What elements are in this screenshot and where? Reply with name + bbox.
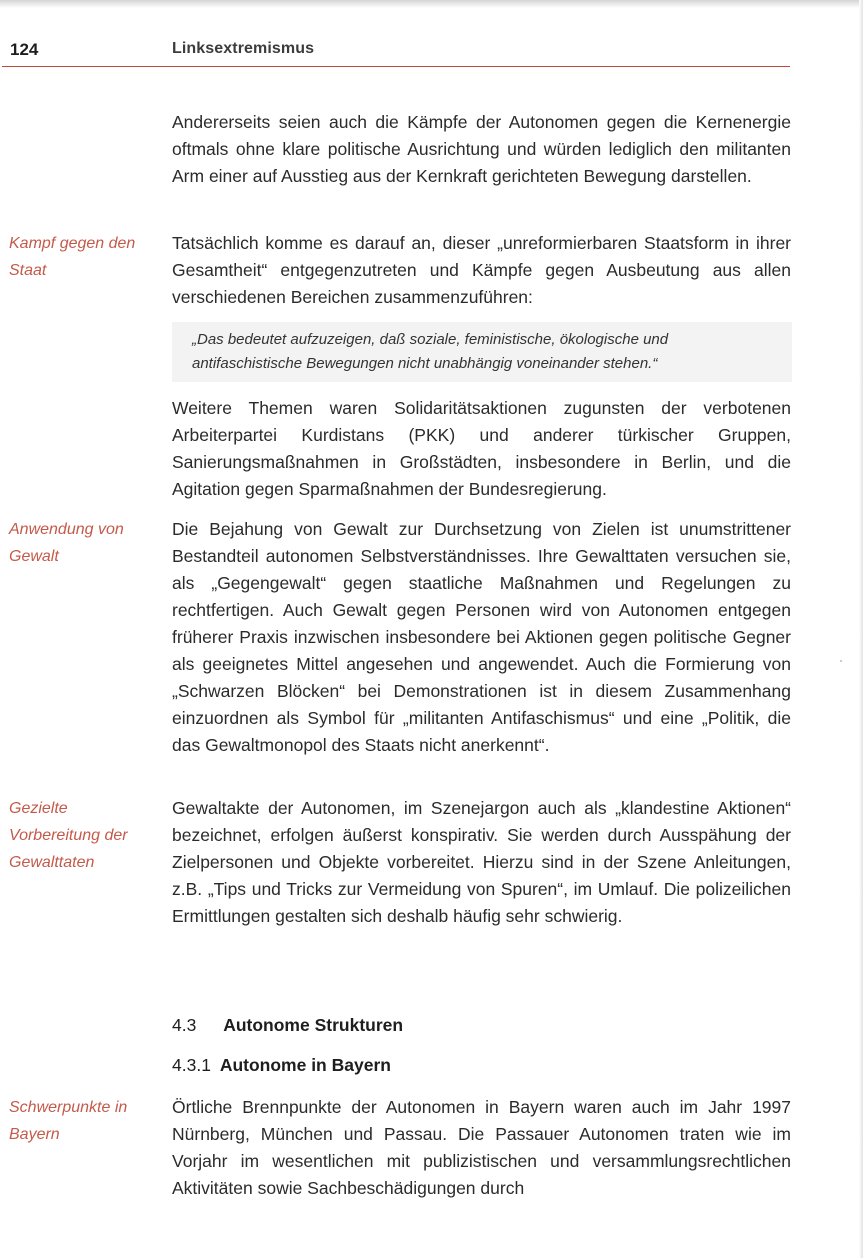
quote-block bbox=[172, 322, 792, 382]
section-title: Autonome in Bayern bbox=[219, 1055, 391, 1075]
paragraph-gewaltakte: Gewaltakte der Autonomen, im Szenejargon auch als „klandestine Aktionen“ bezeichnet, erfolgen äußerst konspirativ. Sie werden durch Ausspähung der Zielpersonen und Objekte vorbereitet. Hierzu sind in der Szene Anleitungen, z.B. „Tips und Tricks zur Vermeidung von Spuren“, im Umlauf. Die polizeilichen Ermittlungen gestalten sich deshalb häufig sehr schwierig. bbox=[172, 798, 791, 926]
section-heading-4-3 bbox=[172, 1015, 403, 1036]
margin-note-line: Staat bbox=[9, 262, 47, 279]
scan-speck bbox=[840, 660, 842, 662]
margin-note-line: Schwerpunkte in bbox=[9, 1099, 128, 1116]
section-title: Autonome Strukturen bbox=[223, 1015, 404, 1035]
margin-note-line: Vorbereitung der bbox=[9, 827, 128, 844]
section-number: 4.3 bbox=[172, 1015, 197, 1035]
paragraph-kernenergie: Andererseits seien auch die Kämpfe der Autonomen gegen die Kernenergie oftmals ohne klare politische Ausrichtung und würden lediglich den militanten Arm einer auf Ausstieg aus der Kernkraft gerichteten Bewegung darstellen. bbox=[172, 112, 791, 186]
paragraph-gewalt: Die Bejahung von Gewalt zur Durchsetzung von Zielen ist unumstrittener Bestandteil autonomen Selbstverständnisses. Ihre Gewalttaten versuchen sie, als „Gegengewalt“ gegen staatliche Maßnahmen und Regelungen zu rechtfertigen. Auch Gewalt gegen Personen wird von Autonomen entgegen früherer Praxis inzwischen insbesondere bei Aktionen gegen politische Gegner als geeignetes Mittel angesehen und angewendet. Auch die Formierung von „Schwarzen Blöcken“ bei Demonstrationen ist in diesem Zusammenhang einzuordnen als Symbol für „militanten Antifaschismus“ und eine „Politik, die das Gewaltmonopol des Staats nicht anerkennt“. bbox=[172, 519, 791, 755]
paragraph-bayern: Örtliche Brennpunkte der Autonomen in Bayern waren auch im Jahr 1997 Nürnberg, München und Passau. Die Passauer Autonomen traten wie im Vorjahr im wesentlichen mit publizistischen und versammlungsrechtlichen Aktivitäten sowie Sachbeschädigungen durch bbox=[172, 1097, 791, 1198]
page-number: 124 bbox=[10, 40, 39, 59]
margin-note-line: Bayern bbox=[9, 1126, 60, 1143]
margin-note-line: Kampf gegen den bbox=[9, 235, 136, 252]
margin-note-kampf bbox=[9, 230, 159, 284]
margin-note-vorbereitung bbox=[9, 795, 159, 876]
header-rule bbox=[2, 66, 790, 67]
margin-note-line: Gezielte bbox=[9, 800, 68, 817]
section-number: 4.3.1 bbox=[172, 1055, 211, 1075]
margin-note-bayern bbox=[9, 1094, 159, 1148]
margin-note-line: Gewalttaten bbox=[9, 854, 95, 871]
page-top-shadow bbox=[0, 0, 863, 8]
section-heading-4-3-1 bbox=[172, 1055, 391, 1076]
running-title: Linksextremismus bbox=[172, 40, 315, 57]
paragraph-staatsform: Tatsächlich komme es darauf an, dieser „unreformierbaren Staatsform in ihrer Gesamtheit“ entgegenzutreten und Kämpfe gegen Ausbeutung aus allen verschiedenen Bereichen zusammenzuführen: bbox=[172, 233, 791, 307]
margin-note-line: Gewalt bbox=[9, 548, 59, 565]
page-header bbox=[0, 38, 800, 68]
quote-text: „Das bedeutet aufzuzeigen, daß soziale, feministische, ökologische und antifaschistische Bewegungen nicht unabhängig voneinander stehen.“ bbox=[192, 331, 669, 372]
margin-note-line: Anwendung von bbox=[9, 521, 124, 538]
margin-note-gewalt bbox=[9, 516, 159, 570]
page-right-shadow bbox=[859, 0, 863, 1258]
paragraph-weitere-themen: Weitere Themen waren Solidaritätsaktionen zugunsten der verbotenen Arbeiterpartei Kurdistans (PKK) und anderer türkischer Gruppen, Sanierungsmaßnahmen in Großstädten, insbesondere in Berlin, und die Agitation gegen Sparmaßnahmen der Bundesregierung. bbox=[172, 398, 791, 499]
